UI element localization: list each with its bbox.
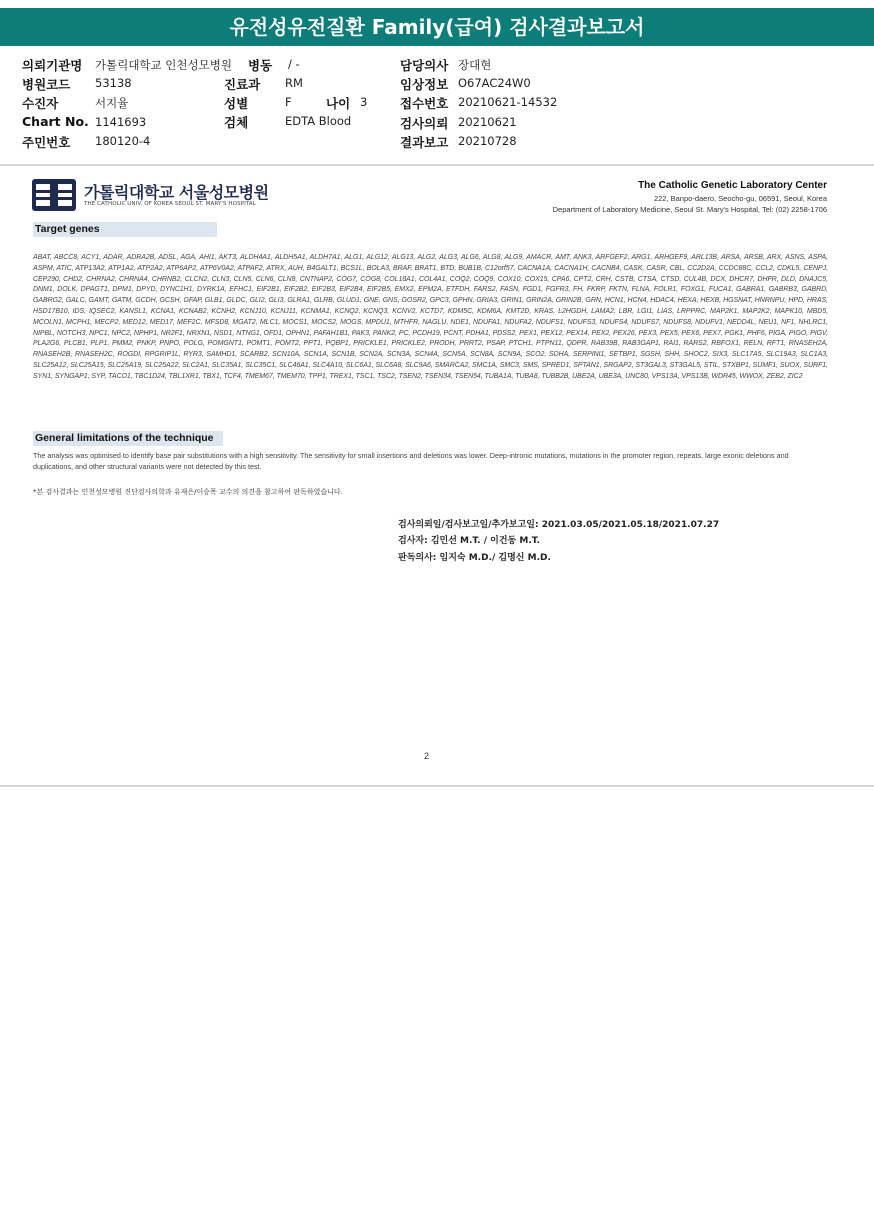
clinical-info-label: 임상정보 [400, 77, 449, 92]
hospital-logo [32, 178, 282, 212]
header-divider [0, 164, 874, 166]
doctor-label: 담당의사 [400, 58, 449, 73]
lab-block [553, 180, 827, 214]
sex-label: 성별 [224, 96, 249, 111]
sex-value: F [285, 95, 292, 109]
lab-address: 222, Banpo-daero, Seocho-gu, 06591, Seoul, Korea [653, 194, 827, 203]
report-date-value: 20210728 [458, 134, 517, 148]
age-value: 3 [360, 95, 368, 109]
patient-name-value: 서지율 [95, 96, 129, 110]
report-date-label: 결과보고 [400, 135, 449, 150]
tester-line: 검사자: 김민선 M.T. / 이건동 M.T. [398, 536, 540, 546]
chart-number-label: Chart No. [22, 114, 89, 129]
page-number: 2 [424, 751, 430, 761]
hospital-name-ko: 가톨릭대학교 서울성모병원 [84, 183, 269, 202]
lab-name: The Catholic Genetic Laboratory Center [638, 180, 827, 191]
institution-value: 가톨릭대학교 인천성모병원 [95, 58, 232, 72]
specimen-label: 검체 [224, 115, 249, 130]
reader-line: 판독의사: 임지숙 M.D./ 김명신 M.D. [398, 553, 551, 563]
hospital-code-label: 병원코드 [22, 77, 71, 92]
dates-line: 검사의뢰일/검사보고일/추가보고일: 2021.03.05/2021.05.18/2021.07.27 [398, 520, 720, 530]
dept-label: 진료과 [224, 77, 261, 92]
patient-info-panel [22, 54, 862, 154]
resident-number-label: 주민번호 [22, 135, 71, 150]
hospital-code-value: 53138 [95, 76, 132, 90]
hospital-emblem-icon [32, 179, 76, 211]
target-genes-heading: Target genes [33, 222, 217, 237]
interpretation-note: *본 검사결과는 인천성모병원 진단검사의학과 유재은/이승목 교수의 의견을 참고하여 판독하였습니다. [33, 488, 343, 496]
chart-number-value: 1141693 [95, 115, 147, 129]
ward-label: 병동 [248, 58, 273, 73]
ward-value: / - [288, 57, 300, 71]
limitations-text: The analysis was optimised to identify base pair substitutions with a high sensitivity. The sensitivity for small insertions and deletions was lower. Deep-intronic mutations, mutations in the promoter region, repeats, large exonic deletions and duplications, and other structural variants were not detected by this test. [33, 451, 789, 471]
request-date-label: 검사의뢰 [400, 116, 449, 131]
patient-name-label: 수진자 [22, 96, 59, 111]
target-genes-list: ABAT, ABCC8, ACY1, ADAR, ADRA2B, ADSL, AGA, AHI1, AKT3, ALDH4A1, ALDH5A1, ALDH7A1, ALG1, ALG12, ALG13, ALG2, ALG3, ALG6, ALG8, ALG9, AMACR, AMT, ANK3, ARFGEF2, ARG1, ARHGEF9, ARL13B, ARSA, ARSB, ARX, ASNS, ASPA, ASPM, ATIC, ATP13A2, ATP1A2, ATP2A2, ATP6AP2, ATP6V0A2, ATPAF2, ATRX, AUH, B4GALT1, BCS1L, BOLA3, BRAF, BRAT1, BTD, BUB1B, C12orf57, CACNA1A, CACNA1H, CACNB4, CASK, CASR, CBL, CC2D2A, CCDC88C, CCL2, CDKL5, CENPJ, CEP290, CHD2, CHRNA2, CHRNA4, CHRNB2, CLCN2, CLN3, CLN5, CLN6, CLN8, CNTNAP2, COG7, COG8, COL18A1, COL4A1, COQ2, COQ9, COX10, COX15, CPA6, CPT2, CRH, CSTB, CTSA, CTSD, CUL4B, DCX, DHCR7, DHFR, DLD, DNAJC5, DNM1, DOLK, DPAGT1, DPM1, DPYD, DYNC1H1, DYRK1A, EFHC1, EIF2B1, EIF2B2, EIF2B3, EIF2B4, EIF2B5, EMX2, EPM2A, ETFDH, FARS2, FASN, FGD1, FGFR3, FH, FKRP, FKTN, FLNA, FOLR1, FOXG1, FUCA1, GABRA1, GABRB3, GABRD, GABRG2, GALC, GAMT, GATM, GCDH, GCSH, GFAP, GLB1, GLDC, GLI2, GLI3, GLRA1, GLRB, GLUD1, GNE, GNS, GOSR2, GPC3, GPHN, GRIA3, GRIN1, GRIN2A, GRIN2B, GRN, HCN1, HCN4, HDAC4, HEXA, HEXB, HGSNAT, HNRNPU, HPD, HRAS, HSD17B10, IDS, IQSEC2, KANSL1, KCNA1, KCNAB2, KCNH2, KCNJ10, KCNJ11, KCNMA1, KCNQ2, KCNQ3, KCNV2, KCTD7, KDM5C, KDM6A, KMT2D, KRAS, L2HGDH, LAMA2, LBR, LGI1, LIAS, LRPPRC, MAP2K1, MAP2K2, MAPK10, MBD5, MCOLN1, MCPH1, MECP2, MED12, MED17, MEF2C, MFSD8, MGAT2, MLC1, MOCS1, MOCS2, MOGS, MPDU1, MTHFR, NAGLU, NDE1, NDUFA1, NDUFA2, NDUFS1, NDUFS3, NDUFS4, NDUFS7, NDUFS8, NDUFV1, NEDD4L, NEU1, NF1, NHLRC1, NIPBL, NOTCH3, NPC1, NPC2, NPHP1, NR2F1, NRXN1, NSD1, NTNG1, OFD1, OPHN1, PAFAH1B1, PAK3, PANK2, PC, PCDH19, PCNT, PDHA1, PDSS2, PEX1, PEX12, PEX14, PEX2, PEX26, PEX3, PEX5, PEX6, PEX7, PGK1, PHF6, PIGA, PIGO, PIGV, PLA2G6, PLCB1, PLP1, PMM2, PNKP, PNPO, POLG, POMGNT1, POMT1, POMT2, PPT1, PQBP1, PRICKLE1, PRICKLE2, PRODH, PRRT2, PSAP, PTCH1, PTPN11, QDPR, RAB39B, RAB3GAP1, RAI1, RARS2, RBFOX1, RELN, RFT1, RNASEH2A, RNASEH2B, RNASEH2C, ROGDI, RPGRIP1L, RYR3, SAMHD1, SCARB2, SCN10A, SCN1A, SCN1B, SCN2A, SCN3A, SCN4A, SCN5A, SCN8A, SCN9A, SCO2, SDHA, SERPINI1, SETBP1, SGSH, SHH, SHOC2, SIX3, SLC17A5, SLC19A3, SLC1A3, SLC25A12, SLC25A15, SLC25A19, SLC25A22, SLC2A1, SLC35A1, SLC35C1, SLC46A1, SLC4A10, SLC6A1, SLC6A8, SLC9A6, SMARCA2, SMC1A, SMC3, SMS, SPRED1, SPTAN1, SRGAP2, ST3GAL3, ST3GAL5, STIL, STXBP1, SUMF1, SUOX, SURF1, SYN1, SYNGAP1, SYP, TACO1, TBC1D24, TBL1XR1, TBX1, TCF4, TMEM67, TMEM70, TPP1, TREX1, TSC1, TSC2, TSEN2, TSEN34, TSEN54, TUBA1A, TUBA8, TUBB2B, UBE2A, UBE3A, UNC80, VPS13A, VPS13B, WDR45, WWOX, ZEB2, ZIC2 [33, 254, 828, 380]
request-date-value: 20210621 [458, 115, 517, 129]
receipt-number-label: 접수번호 [400, 96, 449, 111]
age-label: 나이 [326, 96, 351, 111]
receipt-number-value: 20210621-14532 [458, 95, 558, 109]
hospital-name-en: THE CATHOLIC UNIV. OF KOREA SEOUL ST. MARY'S HOSPITAL [84, 201, 256, 207]
lab-department: Department of Laboratory Medicine, Seoul St. Mary's Hospital, Tel: (02) 2258-1706 [552, 205, 827, 214]
institution-label: 의뢰기관명 [22, 58, 83, 73]
resident-number-value: 180120-4 [95, 134, 151, 148]
report-page [0, 167, 874, 781]
clinical-info-value: O67AC24W0 [458, 76, 531, 90]
specimen-value: EDTA Blood [285, 114, 352, 128]
doctor-value: 장대현 [458, 58, 492, 72]
report-title: 유전성유전질환 Family(급여) 검사결과보고서 [0, 8, 874, 46]
dept-value: RM [285, 76, 303, 90]
page-divider [0, 785, 874, 787]
limitations-heading: General limitations of the technique [33, 431, 223, 446]
